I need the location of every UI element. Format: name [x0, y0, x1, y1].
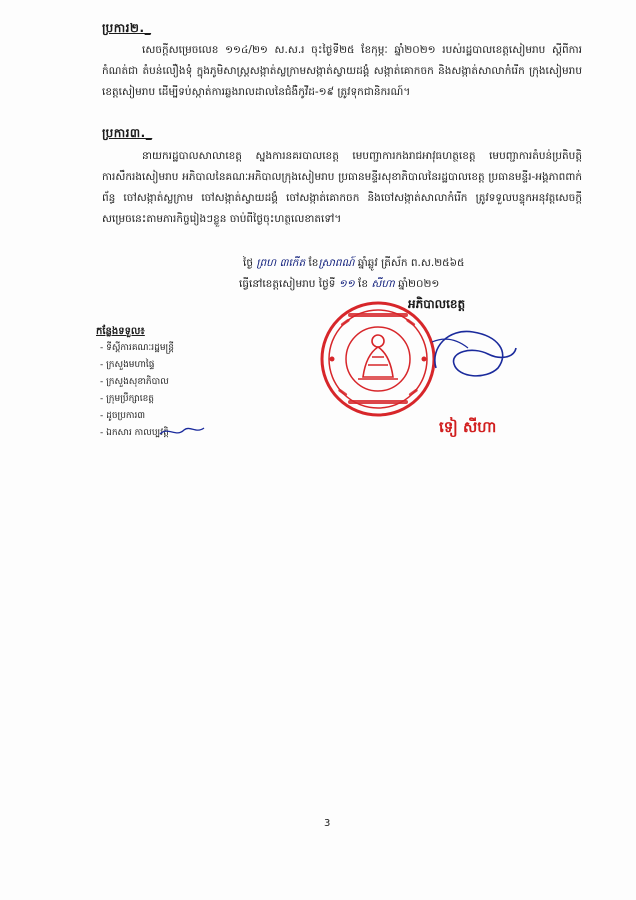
article-2-title: ប្រការ២._ — [102, 21, 152, 35]
solar-month-label: ខែ — [358, 278, 369, 290]
recipient-item: - ក្រសួងសុខាភិបាល — [100, 374, 174, 391]
recipient-item: - ដូចប្រការ៣ — [100, 408, 174, 425]
lunar-date-prefix: ថ្ងៃ — [243, 257, 253, 269]
page-number: 3 — [324, 818, 331, 829]
lunar-year: ឆ្នាំឆ្លូវ ត្រីស័ក ព.ស.២៥៦៥ — [357, 257, 465, 269]
solar-month: សីហា — [371, 278, 395, 290]
lunar-day: ព្រហ ៣កើត — [256, 257, 306, 269]
solar-day: ១១ — [338, 278, 355, 290]
solar-year: ឆ្នាំ២០២១ — [398, 278, 440, 290]
solar-date-line — [239, 278, 439, 293]
lunar-month-label: ខែ — [308, 257, 319, 269]
recipient-item: - ក្រុមប្រឹក្សាខេត្ត — [100, 391, 174, 408]
office-title: អភិបាលខេត្ត — [408, 297, 466, 311]
lunar-date-line — [243, 257, 464, 272]
article-3-title: ប្រការ៣._ — [102, 126, 153, 140]
lunar-month: ស្រាពណ៍ — [318, 257, 355, 269]
signature-scribble — [428, 318, 518, 388]
official-stamp — [318, 299, 438, 419]
article-3-text: នាយករដ្ឋបាលសាលាខេត្ត ស្នងការនគរបាលខេត្ត មេបញ្ជាការកងរាជអាវុធហត្ថខេត្ត មេបញ្ជាការតំបន់ប្រតិបត្តិការសឹករងសៀមរាប អភិបាលនៃគណៈអភិបាលក្រុងសៀមរាប ប្រធានមន្ទីរសុខាភិបាលនៃរដ្ឋបាលខេត្ត ប្រធានមន្ទីរ-អង្គភាពពាក់ព័ន្ធ ចៅសង្កាត់ស្លក្រាម ចៅសង្កាត់ស្វាយដង្គំ ចៅសង្កាត់គោកចក និងចៅសង្កាត់សាលាកំរើក ត្រូវទទួលបន្ទុកអនុវត្តសេចក្តីសម្រេចនេះតាមភារកិច្ចរៀងៗខ្លួន ចាប់ពីថ្ងៃចុះហត្ថលេខាតទៅ។ — [102, 150, 582, 225]
recipient-item: - ឯកសារ កាលប្បវត្តិ — [100, 425, 174, 442]
recipients-title: កន្លែងទទួល៖ — [96, 326, 145, 337]
article-2-text: សេចក្តីសម្រេចលេខ ១១៤/២១ ស.ស.រ ចុះថ្ងៃទី២៥ ខែកុម្ភៈ ឆ្នាំ២០២១ របស់រដ្ឋបាលខេត្តសៀមរាប ស្តីពីការកំណត់ជា តំបន់លឿងទុំ ក្នុងភូមិសាស្ត្រសង្កាត់ស្លក្រាមសង្កាត់ស្វាយដង្គំ សង្កាត់គោកចក និងសង្កាត់សាលាកំរើក ក្រុងសៀមរាប ខេត្តសៀមរាប ដើម្បីទប់ស្កាត់ការឆ្លងរាលដាលនៃជំងឺកូវីដ-១៩ ត្រូវទុកជានិករណ៍។ — [102, 44, 582, 98]
recipient-item: - ក្រសួងមហាផ្ទៃ — [100, 357, 174, 374]
solar-date-prefix: ធ្វើនៅខេត្តសៀមរាប ថ្ងៃទី — [239, 278, 336, 290]
signer-name: ទៀ សីហា — [439, 418, 497, 436]
recipient-item: - ទីស្តីការគណៈរដ្ឋមន្ត្រី — [100, 340, 174, 357]
initials-scribble — [158, 422, 206, 440]
